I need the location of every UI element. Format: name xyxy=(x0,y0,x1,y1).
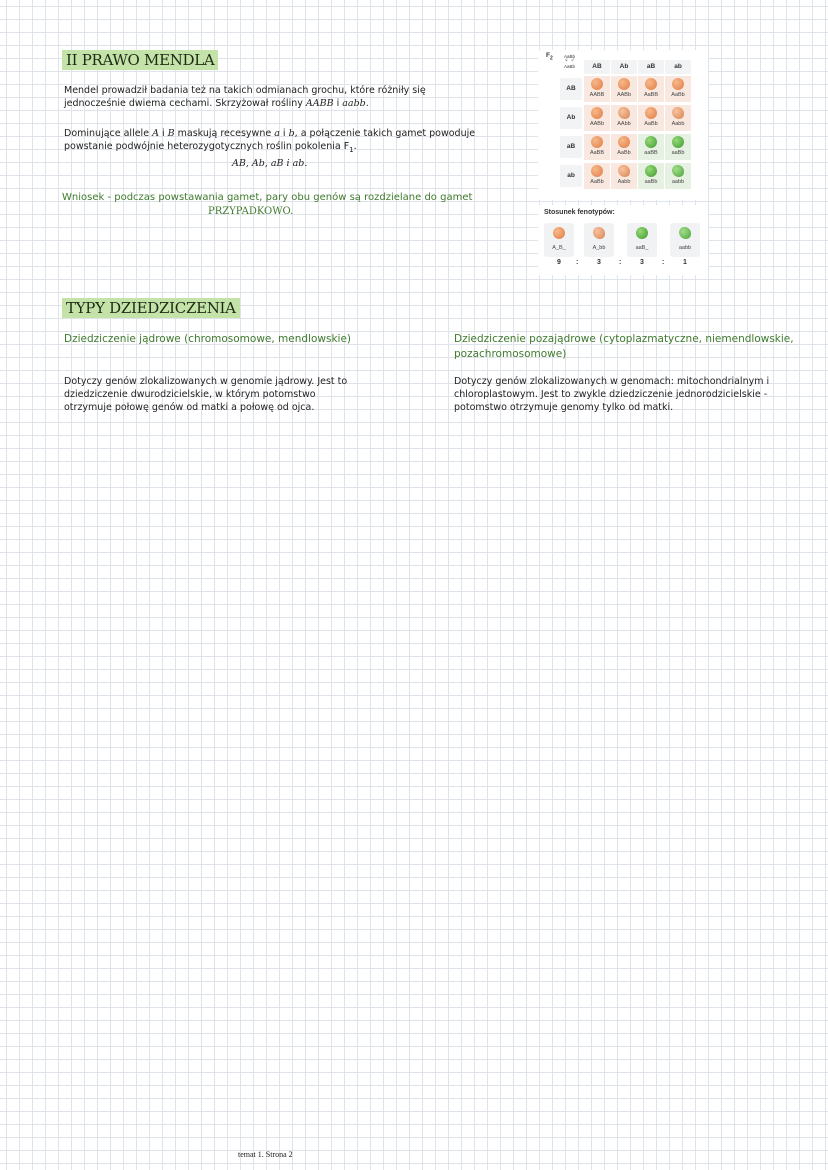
punnett-cell xyxy=(638,105,664,131)
row-header: AB xyxy=(560,78,582,100)
pea-green-wrinkled-icon xyxy=(672,165,684,177)
pea-yellow-round-icon xyxy=(591,136,603,148)
ratio-label: aaB_ xyxy=(635,245,649,251)
genotype-label: AAbb xyxy=(617,121,631,127)
punnett-cell xyxy=(665,134,691,160)
pea-green-round-icon xyxy=(672,136,684,148)
genotype-label: AaBb xyxy=(671,92,685,98)
genotype-aabb-recessive: aabb xyxy=(342,98,366,109)
pea-yellow-round-icon xyxy=(645,78,657,90)
ratio-label: aabb xyxy=(678,245,692,251)
pea-yellow-round-icon xyxy=(672,78,684,90)
ratio-value: 9 xyxy=(557,259,561,266)
punnett-cell xyxy=(638,134,664,160)
extranuclear-line2: chloroplastowym. Jest to zwykle dziedziczenie jednorodzicielskie - xyxy=(454,389,768,400)
column-header: AB xyxy=(584,60,610,74)
extranuclear-inheritance-title xyxy=(454,332,826,362)
pea-yellow-round-icon xyxy=(591,165,603,177)
text-span: powstanie podwójnie heterozygotycznych roślin pokolenia F xyxy=(64,141,350,152)
punnett-cell xyxy=(584,105,610,131)
column-header: aB xyxy=(638,60,664,74)
pea-yellow-wrinkled-icon xyxy=(672,107,684,119)
ratio-card xyxy=(544,223,574,257)
extranuclear-title-line1: Dziedziczenie pozajądrowe (cytoplazmatyczne, niemendlowskie, xyxy=(454,333,794,345)
row-header: Ab xyxy=(560,107,582,129)
paragraph-intro-line1: Mendel prowadził badania też na takich odmianach grochu, które różniły się xyxy=(64,85,426,96)
nuclear-line2: dziedziczenie dwurodzicielskie, w którym potomstwo xyxy=(64,389,316,400)
column-header: ab xyxy=(665,60,691,74)
ratio-card xyxy=(627,223,657,257)
genotype-label: AABb xyxy=(589,121,605,127)
punnett-cell xyxy=(611,105,637,131)
genotype-label: AaBB xyxy=(589,150,605,156)
allele: a xyxy=(274,128,280,139)
sex-symbols: ♀ ♂ xyxy=(564,58,575,64)
genotype-label: AaBb xyxy=(644,121,658,127)
phenotype-ratio xyxy=(538,205,708,275)
pea-green-wrinkled-icon xyxy=(679,227,691,239)
punnett-cell xyxy=(584,134,610,160)
ratio-separator: : xyxy=(576,259,579,266)
genotype-label: AaBb xyxy=(590,179,604,185)
paragraph-intro-line2 xyxy=(64,97,524,110)
pea-green-round-icon xyxy=(645,136,657,148)
punnett-cell xyxy=(665,76,691,102)
extranuclear-inheritance-text xyxy=(454,375,826,414)
extranuclear-title-line2: pozachromosomowe) xyxy=(454,348,567,360)
genotype-label: aabb xyxy=(671,179,685,185)
row-header: aB xyxy=(560,136,582,158)
corner-bottom: AaBb xyxy=(564,64,576,69)
ratio-value: 1 xyxy=(683,259,687,266)
column-header: Ab xyxy=(611,60,637,74)
punnett-corner xyxy=(564,54,575,69)
punnett-cell xyxy=(638,76,664,102)
subscript: 1 xyxy=(349,145,354,154)
genotype-label: Aabb xyxy=(617,179,631,185)
section-heading-inheritance-types: TYPY DZIEDZICZENIA xyxy=(62,298,240,318)
genotype-label: AaBB xyxy=(643,92,659,98)
conclusion-line2: PRZYPADKOWO. xyxy=(208,206,294,217)
f-label: F xyxy=(546,52,550,59)
pea-yellow-wrinkled-icon xyxy=(618,107,630,119)
punnett-cell xyxy=(665,105,691,131)
allele: B xyxy=(167,128,175,139)
pea-yellow-round-icon xyxy=(591,107,603,119)
f2-label xyxy=(546,52,553,61)
ratio-value: 3 xyxy=(640,259,644,266)
allele: b xyxy=(288,128,295,139)
ratio-card xyxy=(584,223,614,257)
text-span: jednocześnie dwiema cechami. Skrzyżował rośliny xyxy=(64,98,306,109)
genotype-label: AaBb xyxy=(617,150,631,156)
punnett-cell xyxy=(611,163,637,189)
ratio-label: A_bb xyxy=(592,245,606,251)
genotype-label: aaBb xyxy=(671,150,685,156)
punnett-cell xyxy=(584,76,610,102)
punnett-cell xyxy=(611,76,637,102)
paragraph-dominant-line2 xyxy=(64,140,534,157)
pea-yellow-round-icon xyxy=(553,227,565,239)
pea-yellow-wrinkled-icon xyxy=(618,165,630,177)
conclusion-line1: Wniosek - podczas powstawania gamet, pary obu genów są rozdzielane do gamet xyxy=(62,192,473,203)
ratio-value: 3 xyxy=(597,259,601,266)
pea-yellow-round-icon xyxy=(618,136,630,148)
nuclear-inheritance-title: Dziedziczenie jądrowe (chromosomowe, mendlowskie) xyxy=(64,333,352,345)
ratio-separator: : xyxy=(619,259,622,266)
page-footer: temat 1. Strona 2 xyxy=(238,1150,293,1159)
section-heading-mendel-second-law: II PRAWO MENDLA xyxy=(62,50,218,70)
paragraph-intro xyxy=(64,84,524,110)
text-span: . xyxy=(365,98,369,109)
text-span: i xyxy=(333,98,343,109)
punnett-cell xyxy=(611,134,637,160)
ratio-title: Stosunek fenotypów: xyxy=(544,209,615,216)
punnett-cell xyxy=(584,163,610,189)
nuclear-line1: Dotyczy genów zlokalizowanych w genomie jądrowy. Jest to xyxy=(64,376,348,387)
genotype-label: aaBb xyxy=(644,179,658,185)
genotype-label: aaBB xyxy=(644,150,658,156)
allele: A xyxy=(152,128,159,139)
text-span: i xyxy=(158,128,168,139)
pea-green-round-icon xyxy=(636,227,648,239)
text-span: . xyxy=(353,141,357,152)
text-span: maskują recesywne xyxy=(174,128,275,139)
pea-green-round-icon xyxy=(645,165,657,177)
row-header: ab xyxy=(560,165,582,187)
text-span: , a połączenie takich gamet powoduje xyxy=(294,128,476,139)
pea-yellow-round-icon xyxy=(645,107,657,119)
nuclear-line3: otrzymuje połowę genów od matki a połowę od ojca. xyxy=(64,402,315,413)
punnett-cell xyxy=(665,163,691,189)
paragraph-dominant-line1 xyxy=(64,127,534,140)
ratio-label: A_B_ xyxy=(552,245,566,251)
pea-yellow-wrinkled-icon xyxy=(593,227,605,239)
genotype-label: Aabb xyxy=(671,121,685,127)
genotype-label: AABb xyxy=(616,92,632,98)
conclusion xyxy=(62,191,532,219)
genotype-label: AABB xyxy=(589,92,605,98)
punnett-square xyxy=(538,50,708,200)
ratio-separator: : xyxy=(662,259,665,266)
f-sub: 2 xyxy=(549,55,553,62)
ratio-card xyxy=(670,223,700,257)
corner-top: AaBb xyxy=(564,54,576,59)
text-span: i xyxy=(279,128,289,139)
paragraph-dominant-line3: AB, Ab, aB i ab. xyxy=(232,157,308,169)
nuclear-inheritance-text xyxy=(64,375,434,414)
pea-yellow-round-icon xyxy=(618,78,630,90)
genotype-aabb-dominant: AABB xyxy=(305,98,334,109)
extranuclear-line3: potomstwo otrzymuje genomy tylko od matki. xyxy=(454,402,674,413)
extranuclear-line1: Dotyczy genów zlokalizowanych w genomach: mitochondrialnym i xyxy=(454,376,770,387)
punnett-cell xyxy=(638,163,664,189)
text-span: Dominujące allele xyxy=(64,128,153,139)
paragraph-dominant-alleles xyxy=(64,127,534,170)
pea-yellow-round-icon xyxy=(591,78,603,90)
